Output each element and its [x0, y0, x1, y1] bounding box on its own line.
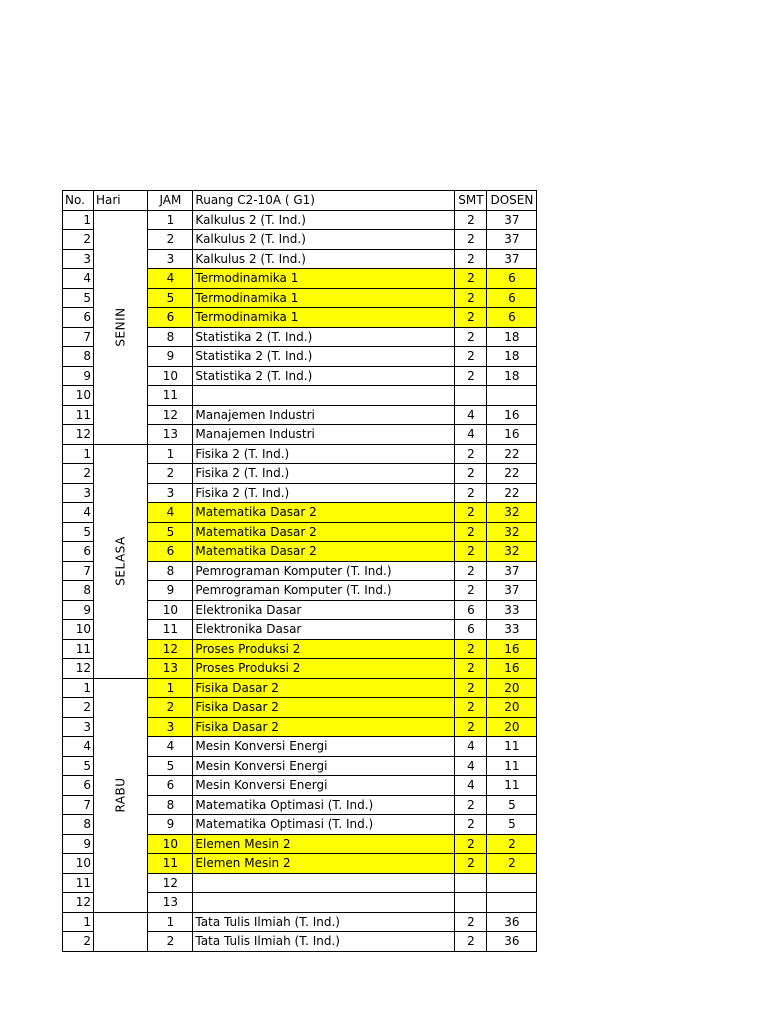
dosen-cell: 18	[487, 327, 537, 347]
smt-cell: 2	[455, 347, 487, 367]
row-number: 11	[63, 405, 94, 425]
course-cell: Matematika Optimasi (T. Ind.)	[193, 815, 455, 835]
jam-cell: 10	[148, 366, 193, 386]
smt-cell: 2	[455, 210, 487, 230]
dosen-cell: 20	[487, 698, 537, 718]
dosen-cell: 20	[487, 678, 537, 698]
dosen-cell: 11	[487, 737, 537, 757]
smt-cell: 2	[455, 503, 487, 523]
day-label: RABU	[113, 777, 128, 813]
row-number: 4	[63, 737, 94, 757]
jam-cell: 2	[148, 230, 193, 250]
jam-cell: 1	[148, 912, 193, 932]
jam-cell: 1	[148, 678, 193, 698]
row-number: 2	[63, 698, 94, 718]
dosen-cell: 6	[487, 288, 537, 308]
course-cell: Mesin Konversi Energi	[193, 737, 455, 757]
course-cell: Elemen Mesin 2	[193, 854, 455, 874]
dosen-cell: 6	[487, 308, 537, 328]
jam-cell: 2	[148, 698, 193, 718]
dosen-cell: 5	[487, 815, 537, 835]
jam-cell: 8	[148, 795, 193, 815]
row-number: 2	[63, 464, 94, 484]
smt-cell: 4	[455, 737, 487, 757]
dosen-cell	[487, 893, 537, 913]
jam-cell: 10	[148, 834, 193, 854]
jam-cell: 1	[148, 444, 193, 464]
jam-cell: 4	[148, 737, 193, 757]
jam-cell: 5	[148, 756, 193, 776]
row-number: 1	[63, 210, 94, 230]
course-cell: Kalkulus 2 (T. Ind.)	[193, 230, 455, 250]
header-row	[63, 191, 537, 211]
smt-cell: 2	[455, 581, 487, 601]
dosen-cell: 6	[487, 269, 537, 289]
row-number: 6	[63, 542, 94, 562]
jam-cell: 10	[148, 600, 193, 620]
day-cell	[94, 210, 148, 444]
course-cell: Fisika 2 (T. Ind.)	[193, 483, 455, 503]
jam-cell: 13	[148, 425, 193, 445]
day-label: SELASA	[113, 536, 128, 586]
course-cell: Statistika 2 (T. Ind.)	[193, 366, 455, 386]
jam-cell: 6	[148, 308, 193, 328]
course-cell: Matematika Optimasi (T. Ind.)	[193, 795, 455, 815]
dosen-cell: 33	[487, 620, 537, 640]
dosen-cell: 37	[487, 249, 537, 269]
dosen-cell: 5	[487, 795, 537, 815]
row-number: 8	[63, 581, 94, 601]
smt-cell: 4	[455, 756, 487, 776]
dosen-cell: 37	[487, 230, 537, 250]
dosen-cell: 16	[487, 405, 537, 425]
day-cell	[94, 678, 148, 912]
smt-cell: 2	[455, 308, 487, 328]
smt-cell: 2	[455, 444, 487, 464]
course-cell: Fisika Dasar 2	[193, 698, 455, 718]
table-row	[63, 444, 537, 464]
header-no: No.	[63, 191, 94, 211]
jam-cell: 13	[148, 659, 193, 679]
jam-cell: 2	[148, 464, 193, 484]
course-cell: Manajemen Industri	[193, 425, 455, 445]
jam-cell: 12	[148, 873, 193, 893]
jam-cell: 13	[148, 893, 193, 913]
header-smt: SMT	[455, 191, 487, 211]
smt-cell	[455, 893, 487, 913]
course-cell: Matematika Dasar 2	[193, 542, 455, 562]
dosen-cell: 36	[487, 932, 537, 952]
dosen-cell: 32	[487, 503, 537, 523]
jam-cell: 5	[148, 288, 193, 308]
dosen-cell: 22	[487, 444, 537, 464]
row-number: 8	[63, 815, 94, 835]
dosen-cell: 32	[487, 542, 537, 562]
dosen-cell: 37	[487, 581, 537, 601]
day-cell	[94, 444, 148, 678]
course-cell: Matematika Dasar 2	[193, 522, 455, 542]
smt-cell: 2	[455, 269, 487, 289]
smt-cell: 2	[455, 678, 487, 698]
jam-cell: 11	[148, 620, 193, 640]
course-cell: Termodinamika 1	[193, 269, 455, 289]
course-cell: Termodinamika 1	[193, 308, 455, 328]
row-number: 3	[63, 483, 94, 503]
dosen-cell: 16	[487, 425, 537, 445]
course-cell: Mesin Konversi Energi	[193, 756, 455, 776]
table-row	[63, 210, 537, 230]
course-cell: Kalkulus 2 (T. Ind.)	[193, 249, 455, 269]
row-number: 5	[63, 522, 94, 542]
dosen-cell: 37	[487, 561, 537, 581]
smt-cell: 2	[455, 815, 487, 835]
schedule-table	[62, 190, 537, 952]
course-cell: Proses Produksi 2	[193, 639, 455, 659]
jam-cell: 11	[148, 386, 193, 406]
dosen-cell: 18	[487, 366, 537, 386]
smt-cell: 2	[455, 249, 487, 269]
row-number: 7	[63, 795, 94, 815]
course-cell: Proses Produksi 2	[193, 659, 455, 679]
smt-cell: 4	[455, 776, 487, 796]
smt-cell: 2	[455, 366, 487, 386]
jam-cell: 3	[148, 249, 193, 269]
table-row	[63, 678, 537, 698]
row-number: 1	[63, 444, 94, 464]
row-number: 7	[63, 327, 94, 347]
jam-cell: 12	[148, 405, 193, 425]
dosen-cell: 11	[487, 776, 537, 796]
jam-cell: 9	[148, 581, 193, 601]
day-cell	[94, 912, 148, 951]
jam-cell: 4	[148, 269, 193, 289]
jam-cell: 1	[148, 210, 193, 230]
jam-cell: 9	[148, 347, 193, 367]
row-number: 8	[63, 347, 94, 367]
row-number: 10	[63, 854, 94, 874]
jam-cell: 3	[148, 717, 193, 737]
course-cell: Fisika 2 (T. Ind.)	[193, 464, 455, 484]
row-number: 9	[63, 600, 94, 620]
dosen-cell: 11	[487, 756, 537, 776]
course-cell: Termodinamika 1	[193, 288, 455, 308]
row-number: 2	[63, 932, 94, 952]
course-cell: Tata Tulis Ilmiah (T. Ind.)	[193, 912, 455, 932]
course-cell	[193, 893, 455, 913]
dosen-cell: 22	[487, 483, 537, 503]
smt-cell: 4	[455, 405, 487, 425]
smt-cell: 2	[455, 932, 487, 952]
row-number: 11	[63, 639, 94, 659]
dosen-cell: 20	[487, 717, 537, 737]
smt-cell: 2	[455, 288, 487, 308]
row-number: 1	[63, 678, 94, 698]
day-label: SENIN	[113, 307, 128, 347]
row-number: 11	[63, 873, 94, 893]
dosen-cell: 32	[487, 522, 537, 542]
smt-cell: 2	[455, 327, 487, 347]
dosen-cell: 22	[487, 464, 537, 484]
smt-cell: 2	[455, 542, 487, 562]
dosen-cell: 36	[487, 912, 537, 932]
row-number: 6	[63, 308, 94, 328]
smt-cell: 4	[455, 425, 487, 445]
jam-cell: 4	[148, 503, 193, 523]
course-cell	[193, 873, 455, 893]
jam-cell: 8	[148, 327, 193, 347]
jam-cell: 12	[148, 639, 193, 659]
dosen-cell: 2	[487, 854, 537, 874]
course-cell: Tata Tulis Ilmiah (T. Ind.)	[193, 932, 455, 952]
course-cell	[193, 386, 455, 406]
smt-cell: 2	[455, 698, 487, 718]
dosen-cell: 18	[487, 347, 537, 367]
row-number: 6	[63, 776, 94, 796]
course-cell: Fisika Dasar 2	[193, 717, 455, 737]
header-jam: JAM	[148, 191, 193, 211]
course-cell: Elektronika Dasar	[193, 600, 455, 620]
jam-cell: 6	[148, 776, 193, 796]
course-cell: Statistika 2 (T. Ind.)	[193, 327, 455, 347]
smt-cell	[455, 873, 487, 893]
jam-cell: 11	[148, 854, 193, 874]
smt-cell: 6	[455, 600, 487, 620]
jam-cell: 3	[148, 483, 193, 503]
jam-cell: 9	[148, 815, 193, 835]
smt-cell: 2	[455, 464, 487, 484]
smt-cell: 2	[455, 483, 487, 503]
course-cell: Mesin Konversi Energi	[193, 776, 455, 796]
row-number: 4	[63, 503, 94, 523]
row-number: 9	[63, 366, 94, 386]
jam-cell: 6	[148, 542, 193, 562]
row-number: 12	[63, 893, 94, 913]
row-number: 7	[63, 561, 94, 581]
course-cell: Fisika 2 (T. Ind.)	[193, 444, 455, 464]
row-number: 2	[63, 230, 94, 250]
course-cell: Kalkulus 2 (T. Ind.)	[193, 210, 455, 230]
smt-cell: 2	[455, 639, 487, 659]
row-number: 12	[63, 659, 94, 679]
dosen-cell: 2	[487, 834, 537, 854]
dosen-cell	[487, 873, 537, 893]
row-number: 12	[63, 425, 94, 445]
jam-cell: 8	[148, 561, 193, 581]
schedule-body	[63, 210, 537, 951]
course-cell: Pemrograman Komputer (T. Ind.)	[193, 561, 455, 581]
row-number: 4	[63, 269, 94, 289]
smt-cell: 2	[455, 834, 487, 854]
row-number: 1	[63, 912, 94, 932]
dosen-cell: 16	[487, 659, 537, 679]
course-cell: Elemen Mesin 2	[193, 834, 455, 854]
smt-cell	[455, 386, 487, 406]
row-number: 5	[63, 756, 94, 776]
smt-cell: 2	[455, 561, 487, 581]
smt-cell: 2	[455, 522, 487, 542]
row-number: 3	[63, 249, 94, 269]
smt-cell: 6	[455, 620, 487, 640]
dosen-cell: 16	[487, 639, 537, 659]
table-row	[63, 912, 537, 932]
dosen-cell	[487, 386, 537, 406]
header-hari: Hari	[94, 191, 148, 211]
header-dosen: DOSEN	[487, 191, 537, 211]
smt-cell: 2	[455, 912, 487, 932]
course-cell: Matematika Dasar 2	[193, 503, 455, 523]
smt-cell: 2	[455, 659, 487, 679]
row-number: 10	[63, 386, 94, 406]
course-cell: Statistika 2 (T. Ind.)	[193, 347, 455, 367]
jam-cell: 5	[148, 522, 193, 542]
jam-cell: 2	[148, 932, 193, 952]
course-cell: Manajemen Industri	[193, 405, 455, 425]
row-number: 3	[63, 717, 94, 737]
smt-cell: 2	[455, 230, 487, 250]
header-ruang: Ruang C2-10A ( G1)	[193, 191, 455, 211]
smt-cell: 2	[455, 854, 487, 874]
smt-cell: 2	[455, 717, 487, 737]
course-cell: Fisika Dasar 2	[193, 678, 455, 698]
smt-cell: 2	[455, 795, 487, 815]
course-cell: Pemrograman Komputer (T. Ind.)	[193, 581, 455, 601]
dosen-cell: 37	[487, 210, 537, 230]
row-number: 9	[63, 834, 94, 854]
row-number: 5	[63, 288, 94, 308]
course-cell: Elektronika Dasar	[193, 620, 455, 640]
row-number: 10	[63, 620, 94, 640]
dosen-cell: 33	[487, 600, 537, 620]
